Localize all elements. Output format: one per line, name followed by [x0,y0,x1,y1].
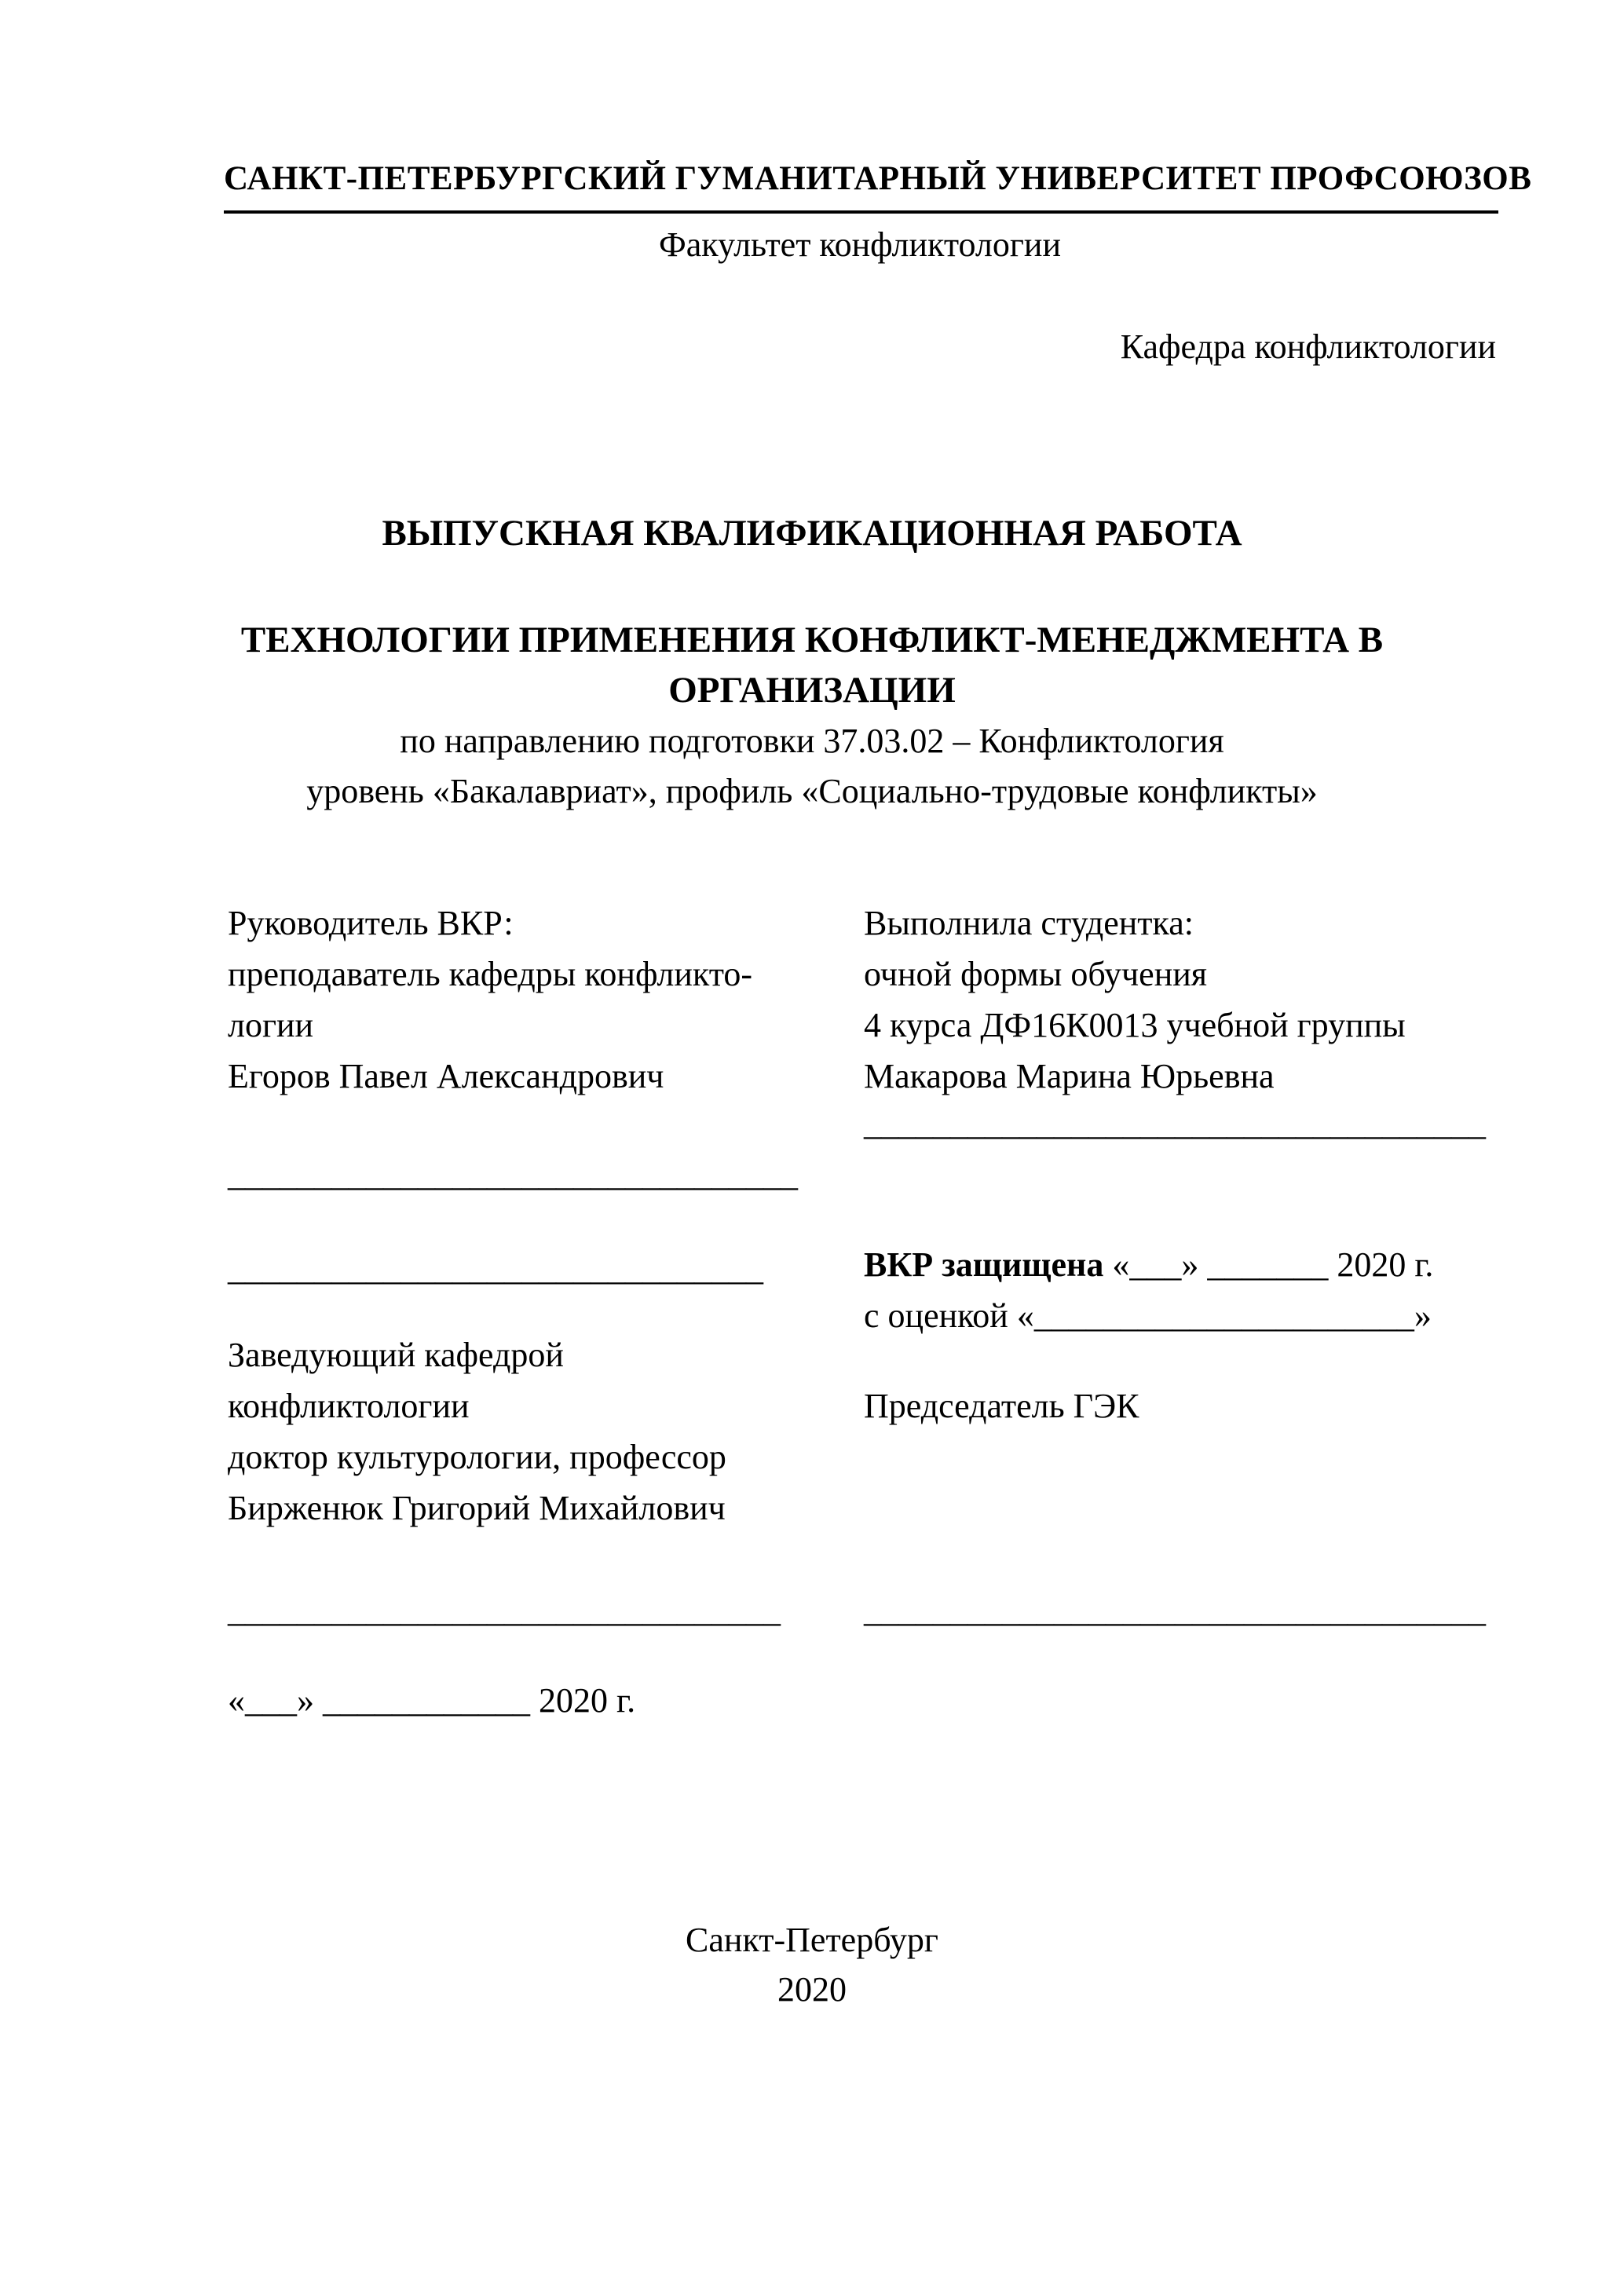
head-date-line: «___» ____________ 2020 г. [228,1681,636,1720]
student-group: 4 курса ДФ16К0013 учебной группы [864,1006,1406,1044]
student-signature-line: ____________________________________ [864,1104,1486,1143]
work-type-heading: ВЫПУСКНАЯ КВАЛИФИКАЦИОННАЯ РАБОТА [382,513,1242,554]
footer-city: Санкт-Петербург [686,1921,938,1959]
program-level: уровень «Бакалавриат», профиль «Социально-трудовые конфликты» [306,772,1318,810]
footer-year: 2020 [777,1970,847,2009]
thesis-title-line-1: ТЕХНОЛОГИИ ПРИМЕНЕНИЯ КОНФЛИКТ-МЕНЕДЖМЕНТА В [240,620,1384,660]
head-title-line-1: Заведующий кафедрой [228,1336,564,1374]
department-name: Кафедра конфликтологии [1120,327,1496,366]
supervisor-position-line-1: преподаватель кафедры конфликто- [228,955,752,993]
chairman-signature-line: ____________________________________ [864,1591,1486,1629]
supervisor-signature-line: _________________________________ [228,1155,798,1194]
left-signature-line-2: _______________________________ [228,1249,763,1288]
head-name: Бирженюк Григорий Михайлович [228,1489,726,1527]
head-degree: доктор культурологии, профессор [228,1438,726,1476]
head-title-line-2: конфликтологии [228,1387,470,1425]
chairman-label: Председатель ГЭК [864,1387,1139,1425]
defense-label: ВКР защищена [864,1245,1104,1284]
faculty-name: Факультет конфликтологии [658,225,1061,264]
program-direction: по направлению подготовки 37.03.02 – Конфликтология [400,722,1224,760]
defense-line [864,1245,1504,1285]
supervisor-label: Руководитель ВКР: [228,904,514,942]
student-label: Выполнила студентка: [864,904,1194,942]
grade-line: с оценкой «______________________» [864,1296,1432,1335]
supervisor-position-line-2: логии [228,1006,314,1044]
head-signature-line: ________________________________ [228,1591,781,1629]
thesis-title-line-2: ОРГАНИЗАЦИИ [668,670,956,711]
supervisor-name: Егоров Павел Александрович [228,1057,664,1095]
university-name: САНКТ-ПЕТЕРБУРГСКИЙ ГУМАНИТАРНЫЙ УНИВЕРСИТЕТ ПРОФСОЮЗОВ [224,160,1532,197]
student-name: Макарова Марина Юрьевна [864,1057,1275,1095]
defense-date-blank: «___» _______ 2020 г. [1103,1245,1434,1284]
student-form: очной формы обучения [864,955,1208,993]
header-underline [224,210,1498,214]
